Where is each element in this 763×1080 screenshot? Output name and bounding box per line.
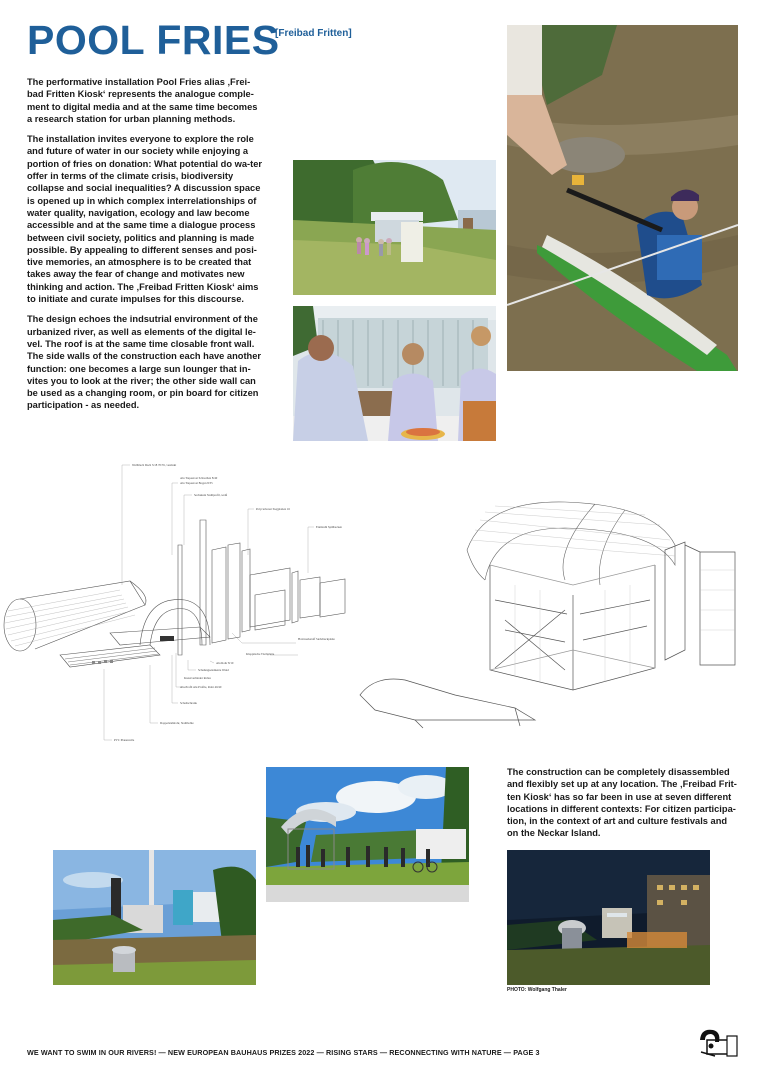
page-footer: WE WANT TO SWIM IN OUR RIVERS! — NEW EUROPEAN BAUHAUS PRIZES 2022 — RISING STARS — RECONNECTING WITH NATURE — PAGE 3	[27, 1048, 540, 1057]
intro-text-column	[27, 76, 265, 412]
diagram-label: Doppelstahlrohr, Stahlbohle	[160, 721, 194, 725]
diagram-label: Holzwerkstoff Siebdruckplatte	[298, 637, 335, 641]
diagram-label: Sechskant Stahlprofil, weiß	[194, 493, 228, 497]
location-paragraph: The construction can be completely disassembled and flexibly set up at any location. The ‚Freibad Frit-ten Kiosk‘ has so far been in use at seven different locations in different contexts: For citizen participa-tion, in the context of art and culture festivals and on the Neckar Island.	[507, 767, 737, 839]
diagram-label: Klapptische Tischplatte	[246, 652, 275, 656]
diagram-label: Wellblech Dach 3/18 70/35, verzinkt	[132, 463, 177, 467]
diagram-label: Edelstahl Spülbecken	[316, 525, 342, 529]
photo-volunteers-counter	[293, 306, 496, 441]
diagram-label: Alu Trapezrost Bogen 8/35	[180, 481, 213, 485]
diagram-label: Alu Trapezrost Schwellen 8/40	[180, 476, 218, 480]
photo-kiosk-park-event	[266, 767, 469, 902]
intro-paragraph: The performative installation Pool Fries alias ‚Frei-bad Fritten Kiosk‘ represents the analogue comple-ment to digital media and at the same time becomes a research station for urban planning methods.	[27, 77, 258, 124]
photo-credit: PHOTO: Wolfgang Thaler	[507, 987, 567, 993]
diagram-label: Polycarbonat Stegplatten 16	[256, 507, 290, 511]
photo-kiosk-riverbank	[293, 160, 496, 295]
exploded-axonometric-diagram	[0, 455, 360, 745]
kiosk-logo-icon	[697, 1026, 741, 1060]
location-text	[507, 766, 737, 840]
photo-kiosk-night-club	[507, 850, 710, 985]
diagram-label: Schaltschrank	[180, 701, 197, 705]
assembled-perspective-drawing	[355, 490, 740, 730]
diagram-label: Alu Rohr 8/10	[216, 661, 234, 665]
diagram-label: Schalungselemente Wand	[198, 668, 229, 672]
photo-industrial-riverside	[53, 850, 256, 985]
diagram-label: Alu-Profil Alu Profile, Rohr 40/40	[180, 685, 222, 689]
diagram-label: PVC Planenrolle	[114, 738, 135, 742]
concept-paragraph: The installation invites everyone to explore the role and future of water in our society while enjoying a portion of fries on donation: What potential do wa-ter offer in terms of the climate crisis, biodiversity collapse and social inequalities? A discussion space is opened up in which complex interrelationships of water quality, navigation, ecology and law become accessible and at the same time a dialogue process between civil society, politics and planning is made possible. By appealing to different senses and posi-tive memories, an atmosphere is to be created that takes away the fear of change and motivates new thinking and action. The ‚Freibad Fritten Kiosk‘ aims to initiate and curate impulses for this discourse.	[27, 134, 262, 305]
page-subtitle: [Freibad Fritten]	[275, 28, 352, 39]
page-title: POOL FRIES	[27, 17, 280, 63]
photo-kayak-fries-handover	[507, 25, 738, 371]
diagram-label: Kreuzverbinder Rohre	[184, 676, 211, 680]
design-paragraph: The design echoes the indsutrial environment of the urbanized river, as well as elements of the digital le-vel. The roof is at the same time closable front wall. The side walls of the construction each have another function: one becomes a large sun lounger that in-vites you to look at the river; the other side wall can be used as a changing room, or pin board for citizen participation - as needed.	[27, 314, 262, 411]
